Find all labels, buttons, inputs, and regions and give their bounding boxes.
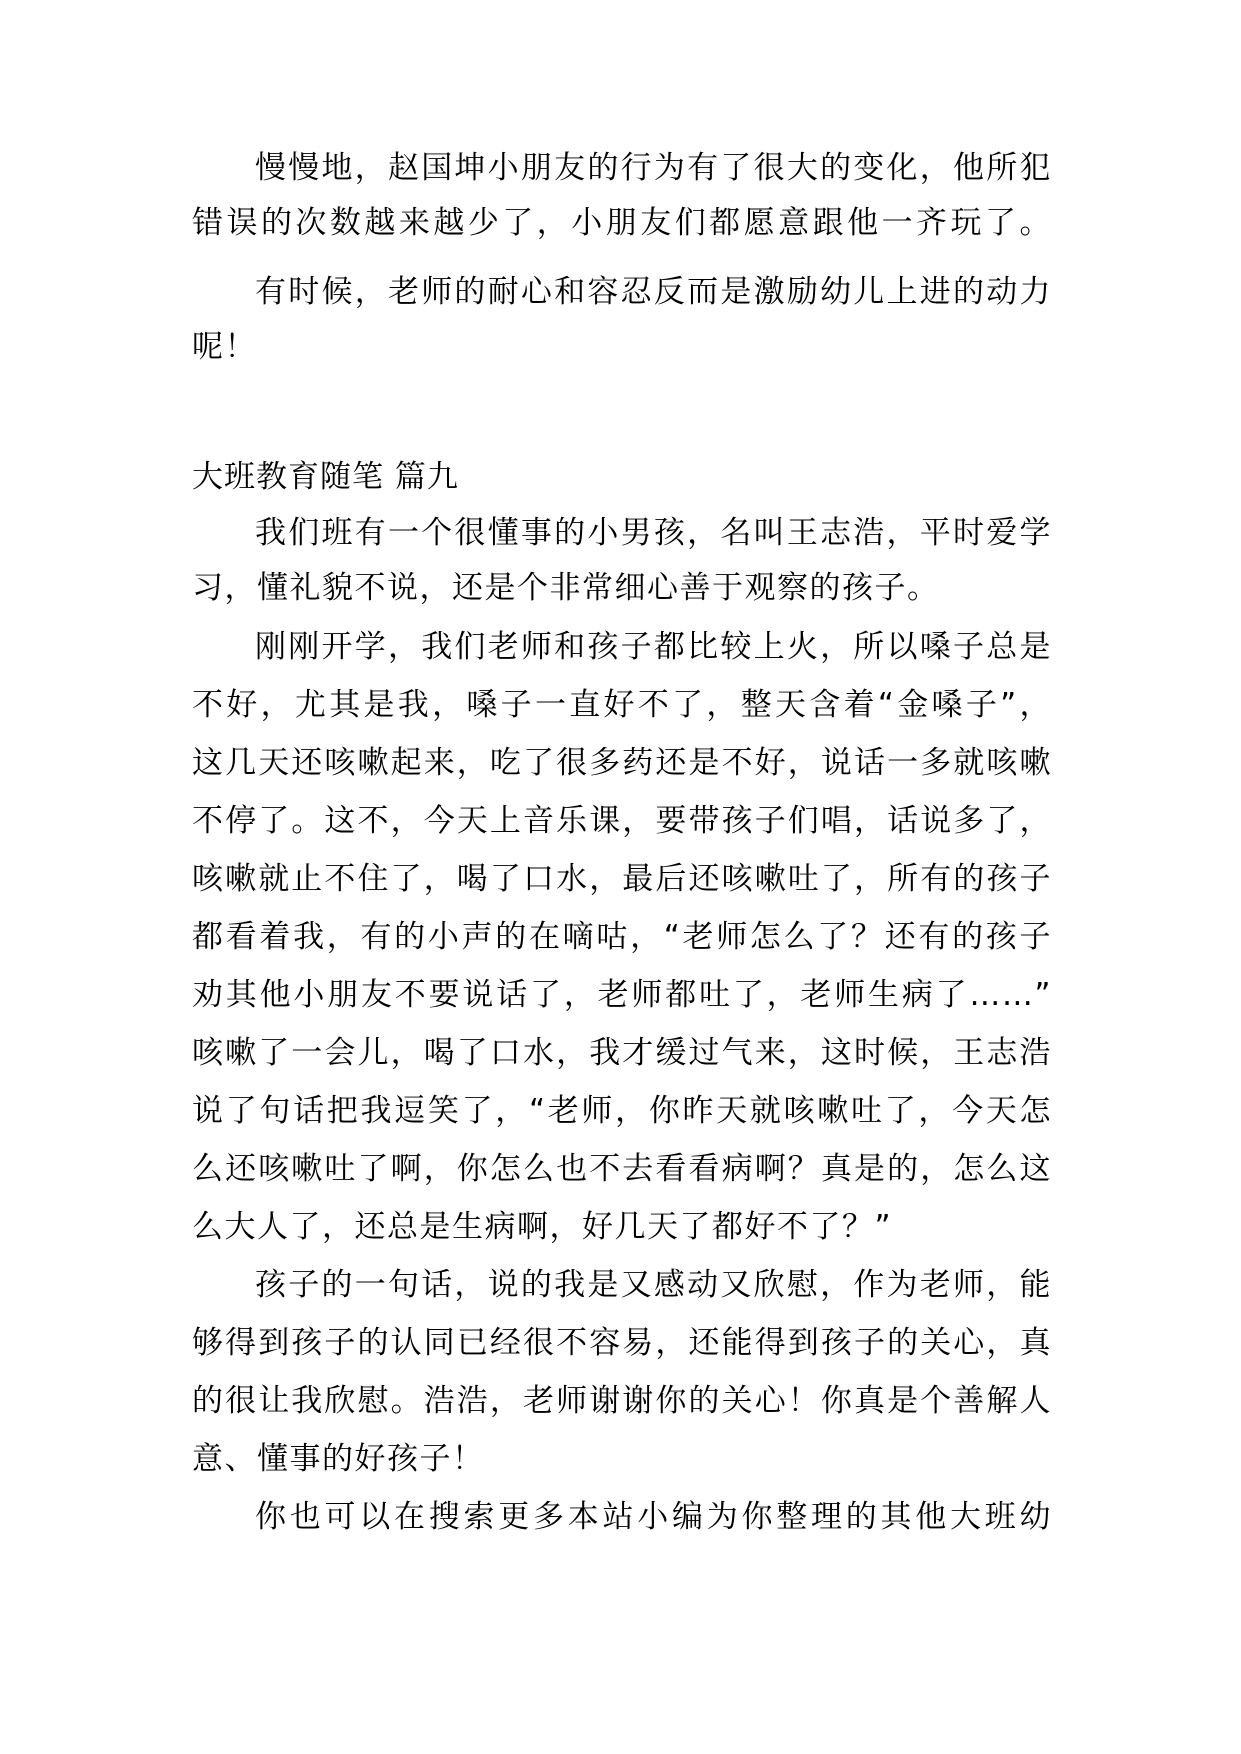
paragraph-line: 咳嗽了一会儿，喝了口水，我才缓过气来，这时候，王志浩: [192, 1035, 1052, 1071]
paragraph-line: 么还咳嗽吐了啊，你怎么也不去看看病啊？真是的，怎么这: [192, 1151, 1052, 1187]
paragraph-line: 呢！: [192, 329, 257, 365]
paragraph-line: 不停了。这不，今天上音乐课，要带孩子们唱，话说多了，: [192, 803, 1052, 839]
section-heading: 大班教育随笔 篇九: [192, 459, 459, 495]
paragraph-line: 有时候，老师的耐心和容忍反而是激励幼儿上进的动力: [255, 274, 1052, 310]
paragraph-line: 的很让我欣慰。浩浩，老师谢谢你的关心！你真是个善解人: [192, 1383, 1052, 1419]
paragraph-line: 意、懂事的好孩子！: [192, 1441, 485, 1477]
paragraph-line: 你也可以在搜索更多本站小编为你整理的其他大班幼: [255, 1499, 1052, 1535]
paragraph-line: 劝其他小朋友不要说话了，老师都吐了，老师生病了……”: [192, 977, 1052, 1013]
paragraph-line: 刚刚开学，我们老师和孩子都比较上火，所以嗓子总是: [255, 629, 1052, 665]
paragraph-line: 习，懂礼貌不说，还是个非常细心善于观察的孩子。: [192, 570, 940, 606]
paragraph-line: 孩子的一句话，说的我是又感动又欣慰，作为老师，能: [255, 1267, 1052, 1303]
paragraph-line: 咳嗽就止不住了，喝了口水，最后还咳嗽吐了，所有的孩子: [192, 861, 1052, 897]
paragraph-line: 都看着我，有的小声的在嘀咕，“老师怎么了？还有的孩子: [192, 919, 1052, 955]
paragraph-line: 不好，尤其是我，嗓子一直好不了，整天含着“金嗓子”，: [192, 687, 1052, 723]
paragraph-line: 慢慢地，赵国坤小朋友的行为有了很大的变化，他所犯: [255, 150, 1052, 186]
paragraph-line: 我们班有一个很懂事的小男孩，名叫王志浩，平时爱学: [255, 515, 1052, 551]
paragraph-line: 这几天还咳嗽起来，吃了很多药还是不好，说话一多就咳嗽: [192, 745, 1052, 781]
paragraph-line: 说了句话把我逗笑了，“老师，你昨天就咳嗽吐了，今天怎: [192, 1093, 1052, 1129]
paragraph-line: 够得到孩子的认同已经很不容易，还能得到孩子的关心，真: [192, 1325, 1052, 1361]
paragraph-line: 么大人了，还总是生病啊，好几天了都好不了？”: [192, 1209, 893, 1245]
paragraph-line: 错误的次数越来越少了，小朋友们都愿意跟他一齐玩了。: [192, 205, 1052, 241]
